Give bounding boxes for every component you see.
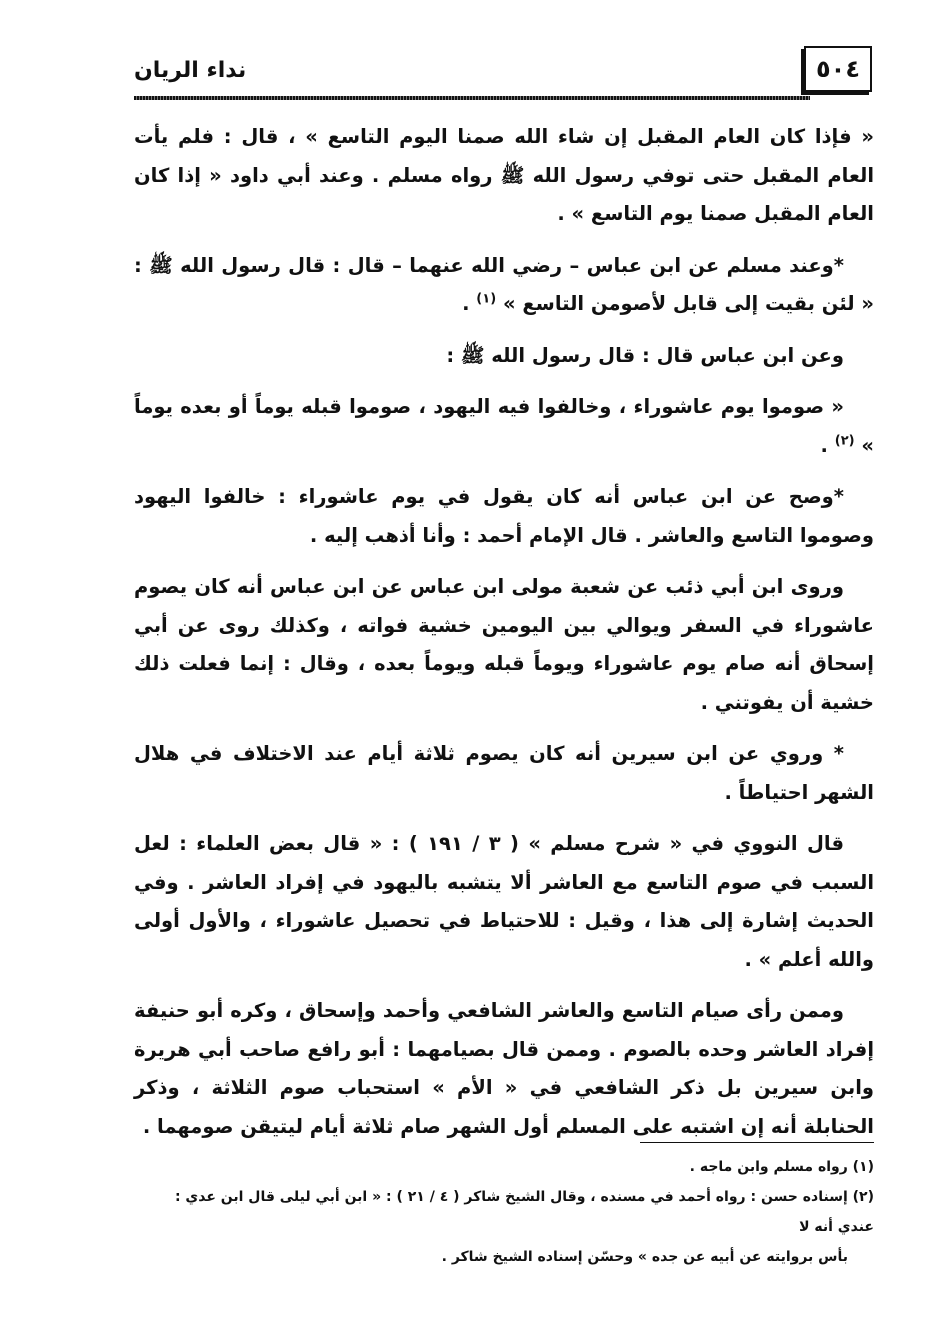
paragraph: [134, 992, 874, 1146]
paragraph: [134, 568, 874, 722]
paragraph: [134, 735, 874, 812]
footnote-separator: [640, 1142, 874, 1143]
paragraph-text: « فإذا كان العام المقبل إن شاء الله صمنا اليوم التاسع » ، قال : فلم يأت العام المقبل حتى توفي رسول الله ﷺ رواه مسلم . وعند أبي داود « إذا كان العام المقبل صمنا يوم التاسع » .: [134, 125, 874, 225]
footnote-2-line-2: بأس بروايته عن أبيه عن جده » وحسّن إسناده الشيخ شاكر .: [441, 1249, 848, 1265]
paragraph-text: *وعند مسلم عن ابن عباس – رضي الله عنهما – قال : قال رسول الله ﷺ : « لئن بقيت إلى قابل لأصومن التاسع »: [134, 253, 874, 315]
footnotes: [134, 1152, 874, 1272]
paragraph: [134, 118, 874, 234]
footnote-2: [134, 1182, 874, 1272]
paragraph-text: « صوموا يوم عاشوراء ، وخالفوا فيه اليهود ، صوموا قبله يوماً أو بعده يوماً »: [134, 395, 874, 457]
paragraph: [134, 825, 874, 979]
footnote-1: (١) رواه مسلم وابن ماجه .: [689, 1159, 874, 1175]
paragraph-text: وروى ابن أبي ذئب عن شعبة مولى ابن عباس عن ابن عباس أنه كان يصوم عاشوراء في السفر ويوالي بين اليومين خشية فواته ، وكذلك روى عن أبي إسحاق أنه صام يوم عاشوراء ويوماً قبله ويوماً بعده ، وقال : إنما فعلت ذلك خشية أن يفوتني .: [134, 575, 874, 714]
paragraph-text: قال النووي في « شرح مسلم » ( ٣ / ١٩١ ) : « قال بعض العلماء : لعل السبب في صوم التاسع مع العاشر ألا يتشبه باليهود في إفراد العاشر . وفي الحديث إشارة إلى هذا ، وقيل : للاحتياط في تحصيل عاشوراء ، والأول أولى والله أعلم » .: [134, 832, 874, 971]
paragraph-text: *وصح عن ابن عباس أنه كان يقول في يوم عاشوراء : خالفوا اليهود وصوموا التاسع والعاشر . قال الإمام أحمد : وأنا أذهب إليه .: [134, 485, 874, 547]
paragraph: [134, 337, 874, 376]
page-header: [134, 40, 872, 102]
footnote-2-line-1: (٢) إسناده حسن : رواه أحمد في مسنده ، وقال الشيخ شاكر ( ٤ / ٢١ ) : « ابن أبي ليلى قال ابن عدي : عندي أنه لا: [174, 1189, 874, 1235]
paragraph: [134, 388, 874, 465]
footnote-ref: (٢): [834, 433, 855, 448]
paragraph-text: * وروي عن ابن سيرين أنه كان يصوم ثلاثة أيام عند الاختلاف في هلال الشهر احتياطاً .: [134, 742, 874, 804]
paragraph-text: وممن رأى صيام التاسع والعاشر الشافعي وأحمد وإسحاق ، وكره أبو حنيفة إفراد العاشر وحده بالصوم . وممن قال بصيامهما : أبو رافع صاحب أبي هريرة وابن سيرين بل ذكر الشافعي في « الأم » استحباب صوم الثلاثة ، وذكر الحنابلة أنه إن اشتبه على المسلم أول الشهر صام ثلاثة أيام ليتيقن صومهما .: [134, 999, 874, 1138]
header-rule: [134, 96, 810, 100]
main-text: [134, 118, 874, 1159]
paragraph: [134, 478, 874, 555]
running-title: نداء الريان: [134, 58, 247, 83]
footnote-ref: (١): [476, 291, 497, 307]
page-number: ٥٠٤: [804, 46, 872, 92]
paragraph-text: وعن ابن عباس قال : قال رسول الله ﷺ :: [446, 343, 844, 367]
paragraph-end: .: [820, 433, 828, 457]
paragraph-end: .: [462, 292, 470, 315]
paragraph: [134, 247, 874, 324]
